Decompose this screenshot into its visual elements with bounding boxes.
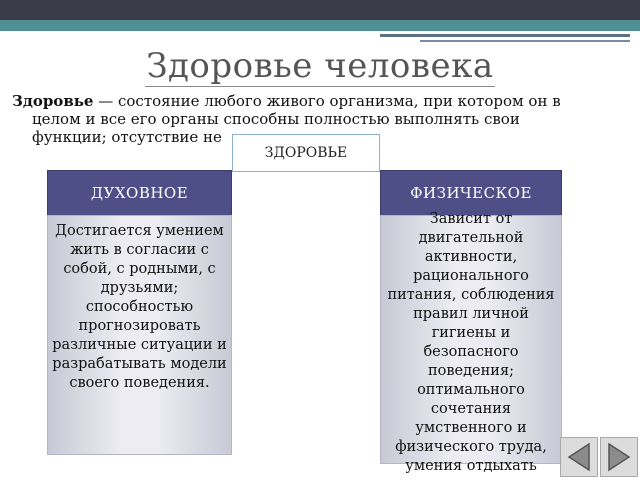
- definition-line1: — состояние любого живого организма, при котором он в: [93, 92, 561, 110]
- physical-text: Зависит от двигательной активности, рационального питания, соблюдения правил личной гигиены и безопасного поведения; оптимального сочетания умственного и физического труда, умения отдыхать: [387, 211, 555, 474]
- top-accent-bar: [0, 20, 640, 31]
- decor-line: [380, 34, 630, 37]
- spiritual-description: [47, 215, 232, 455]
- definition-term: Здоровье: [12, 92, 94, 110]
- next-slide-button[interactable]: [600, 437, 638, 477]
- spiritual-text: Достигается умением жить в согласии с собой, с родными, с друзьями; способностью прогнозировать различные ситуации и разрабатывать модели своего поведения.: [52, 223, 227, 391]
- definition-line2: целом и все его органы способны полностью выполнять свои: [32, 110, 520, 128]
- slide-title: Здоровье человека: [146, 46, 494, 86]
- decor-line-thin: [420, 40, 630, 42]
- top-decor-bar: [0, 0, 640, 20]
- physical-description: [380, 211, 562, 474]
- spiritual-header: ДУХОВНОЕ: [47, 170, 232, 216]
- physical-header: ФИЗИЧЕСКОЕ: [380, 170, 562, 216]
- title-underline: [145, 86, 495, 87]
- definition-line3: функции; отсутствие не: [32, 128, 222, 146]
- right-arrow-icon: [605, 442, 633, 472]
- prev-slide-button[interactable]: [560, 437, 598, 477]
- health-root-box: ЗДОРОВЬЕ: [232, 134, 380, 172]
- left-arrow-icon: [565, 442, 593, 472]
